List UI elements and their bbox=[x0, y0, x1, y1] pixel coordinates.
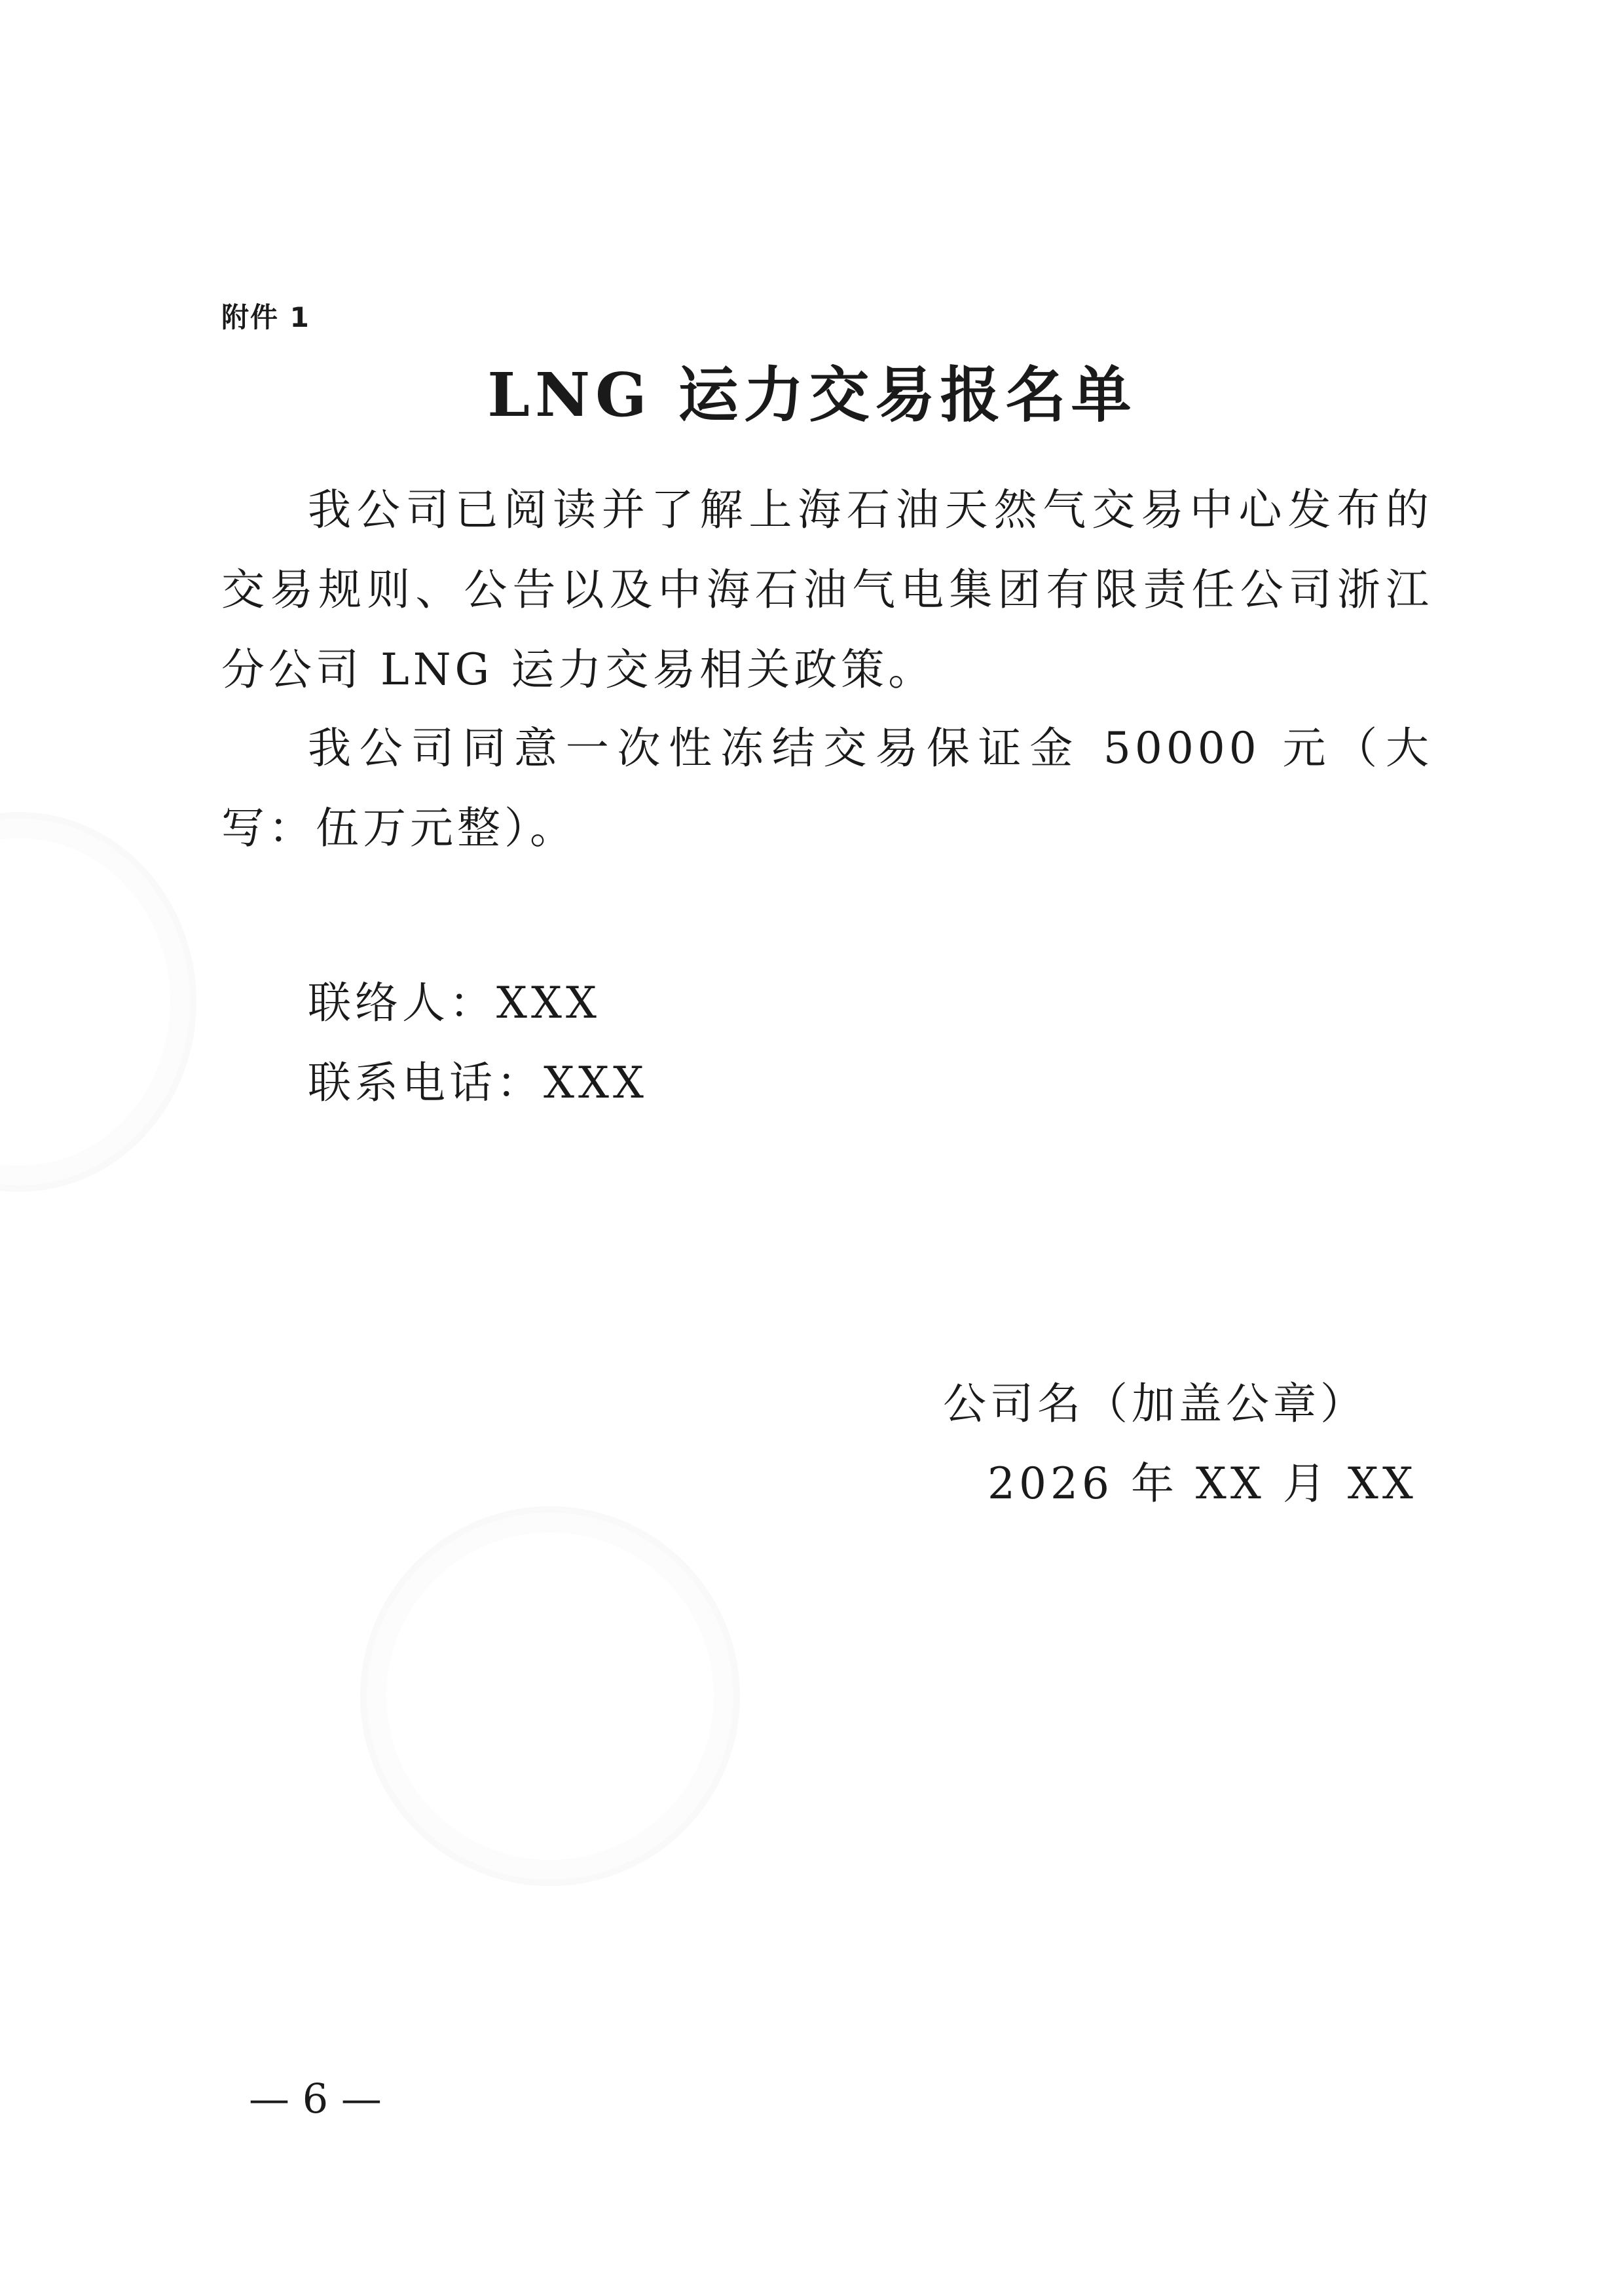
faint-seal-shadow-center bbox=[360, 1506, 740, 1886]
contact-phone: 联系电话：XXX bbox=[308, 1058, 648, 1108]
document-title: LNG 运力交易报名单 bbox=[487, 360, 1137, 430]
signature-date: 2026 年 XX 月 XX bbox=[987, 1458, 1417, 1509]
contact-person: 联络人：XXX bbox=[308, 978, 600, 1028]
signature-company: 公司名（加盖公章） bbox=[943, 1379, 1367, 1429]
paragraph-deposit: 我公司同意一次性冻结交易保证金 50000 元（大写：伍万元整）。 bbox=[221, 723, 1433, 853]
attachment-label: 附件 1 bbox=[221, 301, 310, 333]
paragraph-acknowledgement: 我公司已阅读并了解上海石油天然气交易中心发布的交易规则、公告以及中海石油气电集团有限责任公司浙江分公司 LNG 运力交易相关政策。 bbox=[221, 485, 1433, 695]
faint-seal-shadow-left bbox=[0, 812, 196, 1192]
page-number: — 6 — bbox=[249, 2075, 382, 2122]
